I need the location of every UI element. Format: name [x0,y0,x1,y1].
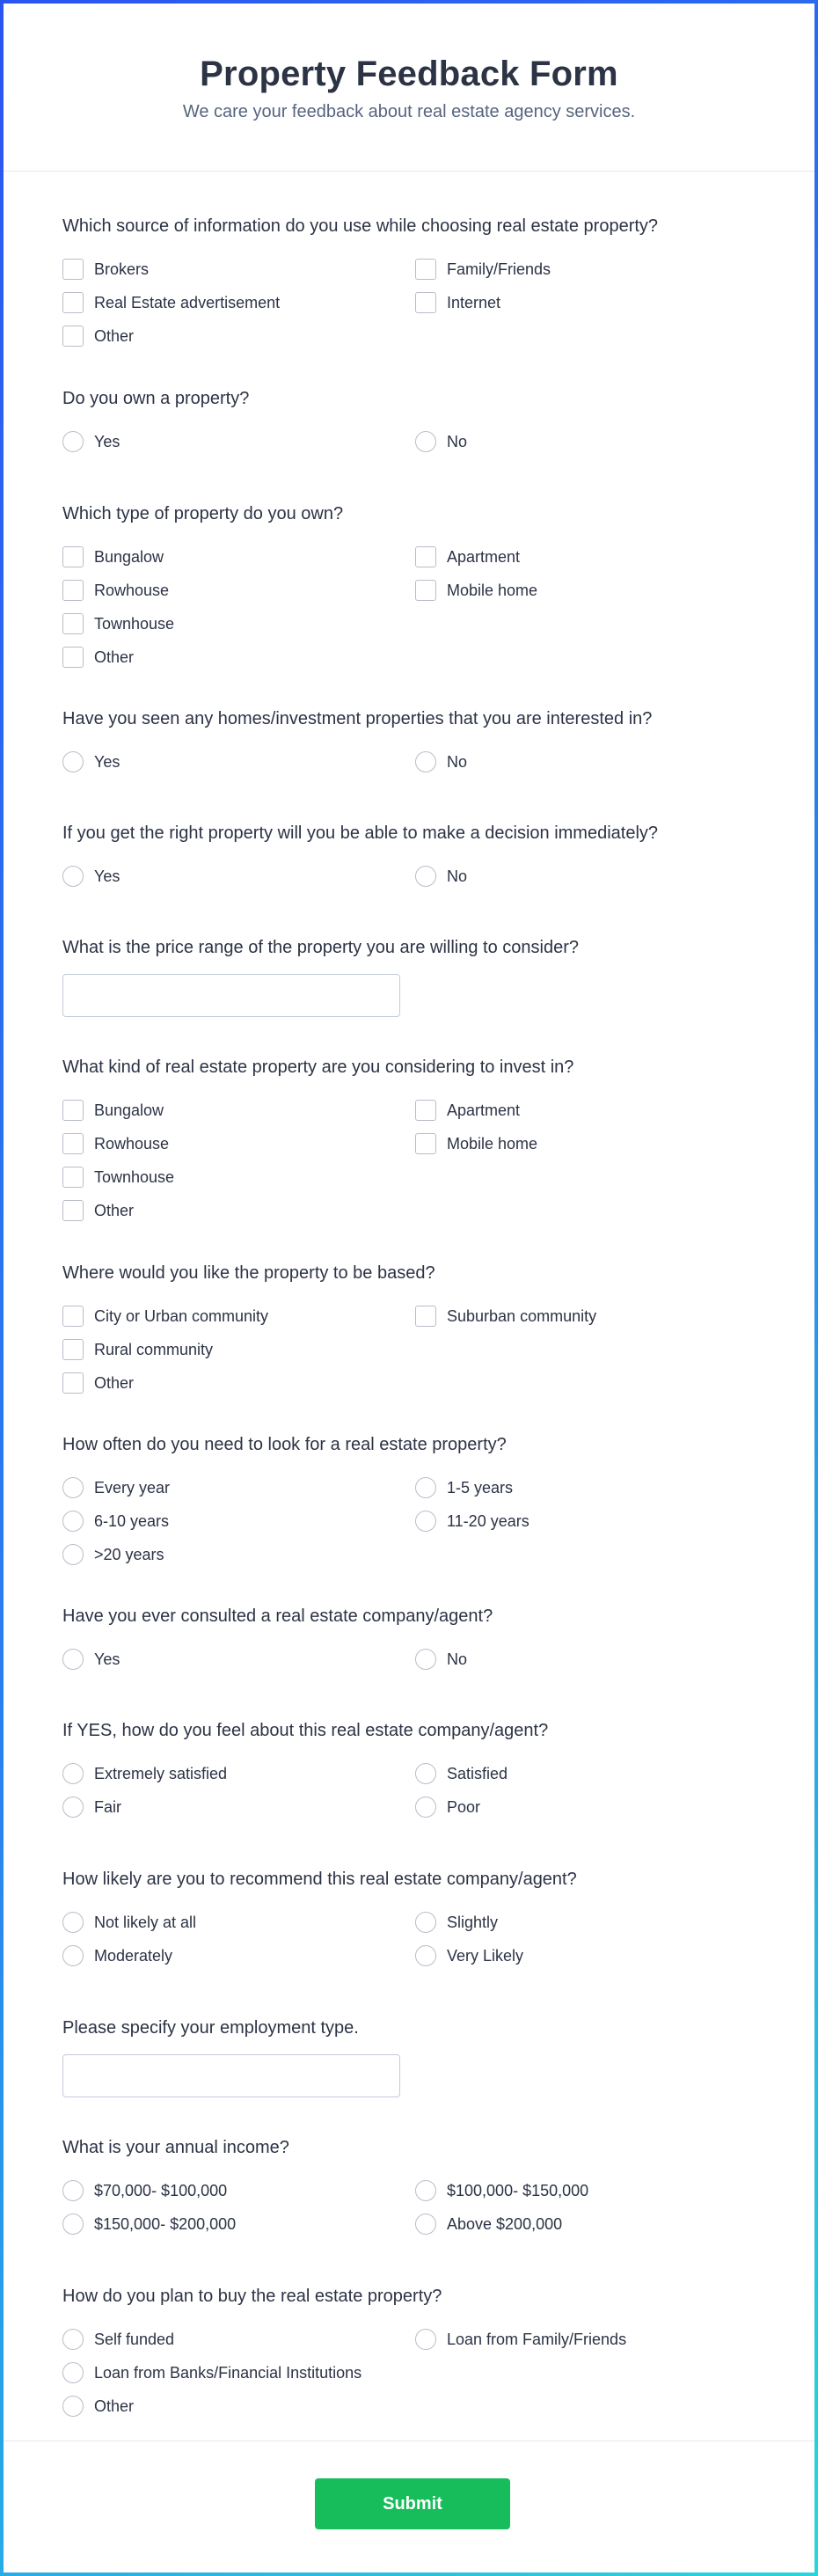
radio-option-20-plus-years[interactable] [62,1538,766,1571]
option-label: 11-20 years [447,1512,530,1530]
question-label: Which type of property do you own? [62,504,344,523]
option-label: Other [94,648,135,666]
checkbox-option-townhouse[interactable] [62,1160,766,1194]
option-label: Rural community [94,1341,214,1358]
checkbox-icon[interactable] [62,613,84,634]
checkbox-group [62,252,766,353]
radio-option-yes[interactable] [62,860,415,893]
question-purchase-funding [62,2285,766,2423]
radio-option-100k-150k[interactable] [415,2174,766,2207]
checkbox-icon[interactable] [415,259,436,280]
form-header [4,4,814,172]
checkbox-option-bungalow[interactable] [62,540,415,574]
radio-icon[interactable] [62,1797,84,1818]
option-label: Bungalow [94,1101,164,1119]
radio-icon[interactable] [415,2180,436,2201]
checkbox-icon[interactable] [62,1100,84,1121]
form-subtitle: We care your feedback about real estate agency services. [182,102,636,121]
radio-option-yes[interactable] [62,425,415,458]
option-label: Mobile home [447,1135,538,1153]
radio-group [62,1471,766,1571]
checkbox-icon[interactable] [62,1372,84,1394]
checkbox-icon[interactable] [415,1100,436,1121]
question-agent-satisfaction [62,1719,766,1824]
radio-group [62,745,766,779]
checkbox-option-internet[interactable] [415,286,766,319]
checkbox-icon[interactable] [62,326,84,347]
checkbox-option-other[interactable] [62,640,766,674]
option-label: Yes [94,867,121,885]
checkbox-option-townhouse[interactable] [62,607,766,640]
question-consulted-agent [62,1605,766,1676]
option-label: Above $200,000 [447,2215,563,2233]
radio-option-yes[interactable] [62,1643,415,1676]
checkbox-icon[interactable] [62,580,84,601]
radio-icon[interactable] [62,751,84,772]
radio-option-satisfied[interactable] [415,1757,766,1790]
option-label: Real Estate advertisement [94,294,281,311]
radio-option-slightly[interactable] [415,1906,766,1939]
price-range-input[interactable] [62,974,400,1017]
radio-icon[interactable] [62,1544,84,1565]
radio-icon[interactable] [415,431,436,452]
question-employment-type [62,2016,766,2097]
checkbox-icon[interactable] [62,1133,84,1154]
form-title: Property Feedback Form [200,55,618,93]
checkbox-option-apartment[interactable] [415,1094,766,1127]
question-label: Please specify your employment type. [62,2018,359,2038]
option-label: Apartment [447,1101,521,1119]
checkbox-option-other[interactable] [62,1366,766,1400]
option-label: Suburban community [447,1307,597,1325]
radio-option-yes[interactable] [62,745,415,779]
option-label: Townhouse [94,615,175,633]
option-label: $100,000- $150,000 [447,2182,589,2199]
radio-option-very-likely[interactable] [415,1939,766,1972]
radio-option-other[interactable] [62,2389,766,2423]
question-label: What is your annual income? [62,2138,289,2157]
question-annual-income [62,2136,766,2241]
option-label: Self funded [94,2331,175,2348]
radio-icon[interactable] [415,1649,436,1670]
question-label: If YES, how do you feel about this real estate company/agent? [62,1721,549,1740]
option-label: Slightly [447,1914,499,1931]
radio-option-loan-family-friends[interactable] [415,2323,766,2356]
radio-option-above-200k[interactable] [415,2207,766,2241]
checkbox-icon[interactable] [415,1133,436,1154]
radio-option-self-funded[interactable] [62,2323,415,2356]
option-label: No [447,867,468,885]
question-search-frequency [62,1433,766,1571]
checkbox-option-rowhouse[interactable] [62,574,415,607]
radio-icon[interactable] [415,1477,436,1498]
question-property-location [62,1262,766,1400]
radio-option-11-20-years[interactable] [415,1504,766,1538]
option-label: Extremely satisfied [94,1765,228,1782]
question-decision-immediately [62,822,766,893]
radio-icon[interactable] [415,866,436,887]
checkbox-icon[interactable] [62,546,84,567]
radio-option-every-year[interactable] [62,1471,415,1504]
option-label: Apartment [447,548,521,566]
checkbox-option-city-urban[interactable] [62,1299,415,1333]
option-label: Loan from Banks/Financial Institutions [94,2364,362,2382]
option-label: 6-10 years [94,1512,170,1530]
radio-icon[interactable] [62,2214,84,2235]
form-footer [4,2441,814,2572]
question-own-property [62,387,766,458]
radio-group [62,1757,766,1824]
checkbox-icon[interactable] [415,546,436,567]
radio-option-no[interactable] [415,1643,766,1676]
question-information-source [62,215,766,353]
option-label: Poor [447,1798,481,1816]
checkbox-icon[interactable] [62,1306,84,1327]
option-label: Other [94,1202,135,1219]
radio-option-70k-100k[interactable] [62,2174,415,2207]
radio-option-no[interactable] [415,425,766,458]
checkbox-icon[interactable] [62,647,84,668]
option-label: Satisfied [447,1765,508,1782]
question-property-invest-type [62,1056,766,1227]
option-label: Other [94,327,135,345]
checkbox-icon[interactable] [62,259,84,280]
radio-option-no[interactable] [415,745,766,779]
option-label: City or Urban community [94,1307,269,1325]
question-label: How do you plan to buy the real estate property? [62,2287,442,2306]
option-label: Family/Friends [447,260,551,278]
checkbox-option-other[interactable] [62,1194,766,1227]
radio-icon[interactable] [415,1797,436,1818]
checkbox-icon[interactable] [62,1167,84,1188]
question-label: Have you seen any homes/investment properties that you are interested in? [62,709,653,728]
radio-option-extremely-satisfied[interactable] [62,1757,415,1790]
option-label: >20 years [94,1546,164,1563]
radio-icon[interactable] [62,1649,84,1670]
checkbox-option-family-friends[interactable] [415,252,766,286]
question-label: What is the price range of the property you are willing to consider? [62,938,579,957]
option-label: Bungalow [94,548,164,566]
option-label: Rowhouse [94,1135,170,1153]
option-label: Other [94,2397,135,2415]
option-label: Loan from Family/Friends [447,2331,627,2348]
radio-icon[interactable] [62,1477,84,1498]
option-label: No [447,753,468,771]
checkbox-icon[interactable] [62,1200,84,1221]
radio-icon[interactable] [415,751,436,772]
option-label: Rowhouse [94,582,170,599]
question-property-type-owned [62,502,766,674]
option-label: $70,000- $100,000 [94,2182,228,2199]
radio-icon[interactable] [415,1912,436,1933]
checkbox-icon[interactable] [415,1306,436,1327]
radio-icon[interactable] [62,2362,84,2383]
option-label: No [447,433,468,450]
option-label: Other [94,1374,135,1392]
option-label: Fair [94,1798,121,1816]
radio-group [62,1643,766,1676]
radio-option-poor[interactable] [415,1790,766,1824]
option-label: Internet [447,294,501,311]
radio-group [62,2323,766,2423]
checkbox-option-rural[interactable] [62,1333,766,1366]
question-label: Have you ever consulted a real estate company/agent? [62,1606,493,1626]
radio-option-150k-200k[interactable] [62,2207,415,2241]
option-label: $150,000- $200,000 [94,2215,237,2233]
checkbox-option-real-estate-advertisement[interactable] [62,286,415,319]
option-label: Mobile home [447,582,538,599]
option-label: Very Likely [447,1947,524,1965]
radio-icon[interactable] [62,866,84,887]
radio-icon[interactable] [415,1763,436,1784]
option-label: Yes [94,1650,121,1668]
radio-icon[interactable] [62,2180,84,2201]
radio-icon[interactable] [415,2329,436,2350]
radio-icon[interactable] [62,2396,84,2417]
question-recommend-likelihood [62,1868,766,1972]
option-label: Every year [94,1479,171,1497]
option-label: 1-5 years [447,1479,514,1497]
checkbox-option-other[interactable] [62,319,766,353]
option-label: Moderately [94,1947,173,1965]
checkbox-option-brokers[interactable] [62,252,415,286]
option-label: Brokers [94,260,150,278]
checkbox-group [62,1094,766,1227]
radio-icon[interactable] [415,1945,436,1966]
checkbox-icon[interactable] [415,580,436,601]
checkbox-option-suburban[interactable] [415,1299,766,1333]
radio-icon[interactable] [415,1511,436,1532]
form-card [4,4,814,2572]
radio-group [62,2174,766,2241]
radio-option-1-5-years[interactable] [415,1471,766,1504]
question-label: What kind of real estate property are you considering to invest in? [62,1057,574,1077]
checkbox-option-bungalow[interactable] [62,1094,415,1127]
radio-option-no[interactable] [415,860,766,893]
option-label: Townhouse [94,1168,175,1186]
submit-button[interactable]: Submit [315,2478,510,2529]
question-label: Where would you like the property to be based? [62,1263,435,1283]
radio-group [62,860,766,893]
question-label: Do you own a property? [62,389,250,408]
radio-group [62,425,766,458]
radio-icon[interactable] [62,1945,84,1966]
radio-icon[interactable] [62,1511,84,1532]
checkbox-option-mobile-home[interactable] [415,574,766,607]
question-label: Which source of information do you use while choosing real estate property? [62,216,659,236]
checkbox-group [62,1299,766,1400]
question-label: How likely are you to recommend this real estate company/agent? [62,1870,577,1889]
radio-option-loan-banks[interactable] [62,2356,766,2389]
checkbox-option-apartment[interactable] [415,540,766,574]
checkbox-icon[interactable] [62,292,84,313]
radio-icon[interactable] [62,2329,84,2350]
option-label: Yes [94,753,121,771]
employment-type-input[interactable] [62,2054,400,2097]
radio-option-not-likely[interactable] [62,1906,415,1939]
option-label: Not likely at all [94,1914,197,1931]
checkbox-icon[interactable] [62,1339,84,1360]
checkbox-option-mobile-home[interactable] [415,1127,766,1160]
question-label: How often do you need to look for a real estate property? [62,1435,507,1454]
checkbox-icon[interactable] [415,292,436,313]
radio-option-6-10-years[interactable] [62,1504,415,1538]
question-price-range [62,936,766,1017]
radio-group [62,1906,766,1972]
radio-icon[interactable] [62,1763,84,1784]
option-label: No [447,1650,468,1668]
option-label: Yes [94,433,121,450]
checkbox-group [62,540,766,674]
radio-option-fair[interactable] [62,1790,415,1824]
radio-icon[interactable] [62,1912,84,1933]
radio-icon[interactable] [62,431,84,452]
question-label: If you get the right property will you be able to make a decision immediately? [62,823,659,843]
radio-icon[interactable] [415,2214,436,2235]
question-seen-properties [62,707,766,779]
checkbox-option-rowhouse[interactable] [62,1127,415,1160]
radio-option-moderately[interactable] [62,1939,415,1972]
